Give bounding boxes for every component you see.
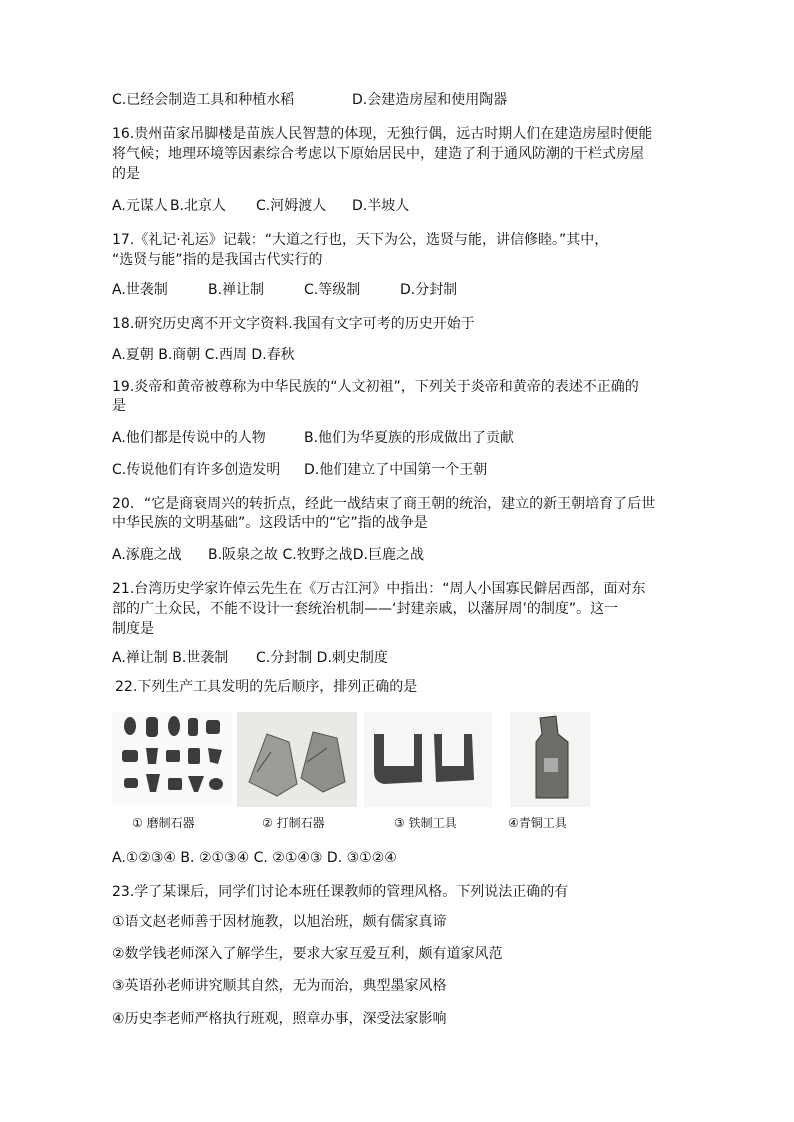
q23-item-4: ④历史李老师严格执行班观，照章办事，深受法家影响: [112, 1011, 447, 1027]
chipped-stone-tools-image: [237, 712, 357, 807]
q15-option-d: D.会建造房屋和使用陶器: [352, 92, 508, 108]
caption-bronze-tools: ④青铜工具: [508, 816, 567, 830]
q17-option-b: B.禅让制: [208, 282, 265, 298]
q19-stem-line1: 19.炎帝和黄帝被尊称为中华民族的“人文初祖”，下列关于炎帝和黄帝的表述不正确的: [112, 379, 639, 395]
q19-option-c: C.传说他们有许多创造发明: [112, 462, 281, 478]
q20-stem-line2: 中华民族的文明基础”。这段话中的“它”指的战争是: [112, 515, 428, 531]
bronze-tools-image: [510, 712, 590, 807]
q16-option-c: C.河姆渡人: [256, 198, 327, 214]
q15-option-c: C.已经会制造工具和种植水稻: [112, 92, 295, 108]
caption-polished-stone: ① 磨制石器: [132, 816, 195, 830]
iron-tools-image: [364, 712, 492, 807]
q20-option-bcd: B.阪泉之故 C.牧野之战D.巨鹿之战: [208, 547, 424, 563]
q19-option-b: B.他们为华夏族的形成做出了贡献: [304, 430, 515, 446]
q17-option-a: A.世袭制: [112, 282, 168, 298]
q23-item-2: ②数学钱老师深入了解学生，要求大家互爱互利，颇有道家风范: [112, 946, 503, 962]
caption-iron-tools: ③ 铁制工具: [394, 816, 457, 830]
q16-option-b: B.北京人: [170, 198, 227, 214]
q22-stem: 22.下列生产工具发明的先后顺序，排列正确的是: [115, 679, 418, 695]
q21-option-ab: A.禅让制 B.世袭制: [112, 650, 229, 666]
q16-option-d: D.半坡人: [352, 198, 410, 214]
q16-stem-line3: 的是: [112, 166, 140, 182]
polished-stone-tools-image: [112, 712, 232, 807]
q21-stem-line2: 部的广土众民，不能不设计一套统治机制——‘封建亲戚，以藩屏周’的制度”。这一: [112, 601, 619, 617]
q21-stem-line1: 21.台湾历史学家许倬云先生在《万古江河》中指出：“周人小国寡民僻居西部，面对东: [112, 581, 646, 597]
q17-option-d: D.分封制: [400, 282, 458, 298]
q17-stem-line1: 17.《礼记·礼运》记载：“大道之行也，天下为公，选贤与能，讲信修睦。”其中，: [112, 232, 609, 248]
tools-figure: [112, 712, 590, 836]
caption-chipped-stone: ② 打制石器: [262, 816, 325, 830]
q18-stem: 18.研究历史离不开文字资料.我国有文字可考的历史开始于: [112, 316, 475, 332]
q20-stem-line1: 20．“它是商衰周兴的转折点，经此一战结束了商王朝的统治，建立的新王朝培育了后世: [112, 496, 656, 512]
q21-option-cd: C.分封制 D.刺史制度: [256, 650, 388, 666]
q23-item-1: ①语文赵老师善于因材施教，以旭治班，颇有儒家真谛: [112, 914, 447, 930]
q23-item-3: ③英语孙老师讲究顺其自然，无为而治，典型墨家风格: [112, 978, 447, 994]
q18-options: A.夏朝 B.商朝 C.西周 D.春秋: [112, 347, 295, 363]
q19-stem-line2: 是: [112, 398, 126, 414]
q20-option-a: A.涿鹿之战: [112, 547, 182, 563]
q16-stem-line1: 16.贵州苗家吊脚楼是苗族人民智慧的体现，无独行偶，远古时期人们在建造房屋时便能: [112, 126, 653, 142]
q17-option-c: C.等级制: [304, 282, 361, 298]
q16-stem-line2: 将气候；地理环境等因素综合考虑以下原始居民中，建造了利于通风防潮的干栏式房屋: [112, 146, 644, 162]
q22-options: A.①②③④ B. ②①③④ C. ②①④③ D. ③①②④: [112, 850, 397, 866]
q16-option-a: A.元谋人: [112, 198, 168, 214]
q17-stem-line2: “选贤与能”指的是我国古代实行的: [112, 252, 323, 268]
q23-stem: 23.学了某课后，同学们讨论本班任课教师的管理风格。下列说法正确的有: [112, 884, 569, 900]
q19-option-d: D.他们建立了中国第一个王朝: [304, 462, 488, 478]
q21-stem-line3: 制度是: [112, 621, 154, 637]
q19-option-a: A.他们都是传说中的人物: [112, 430, 266, 446]
